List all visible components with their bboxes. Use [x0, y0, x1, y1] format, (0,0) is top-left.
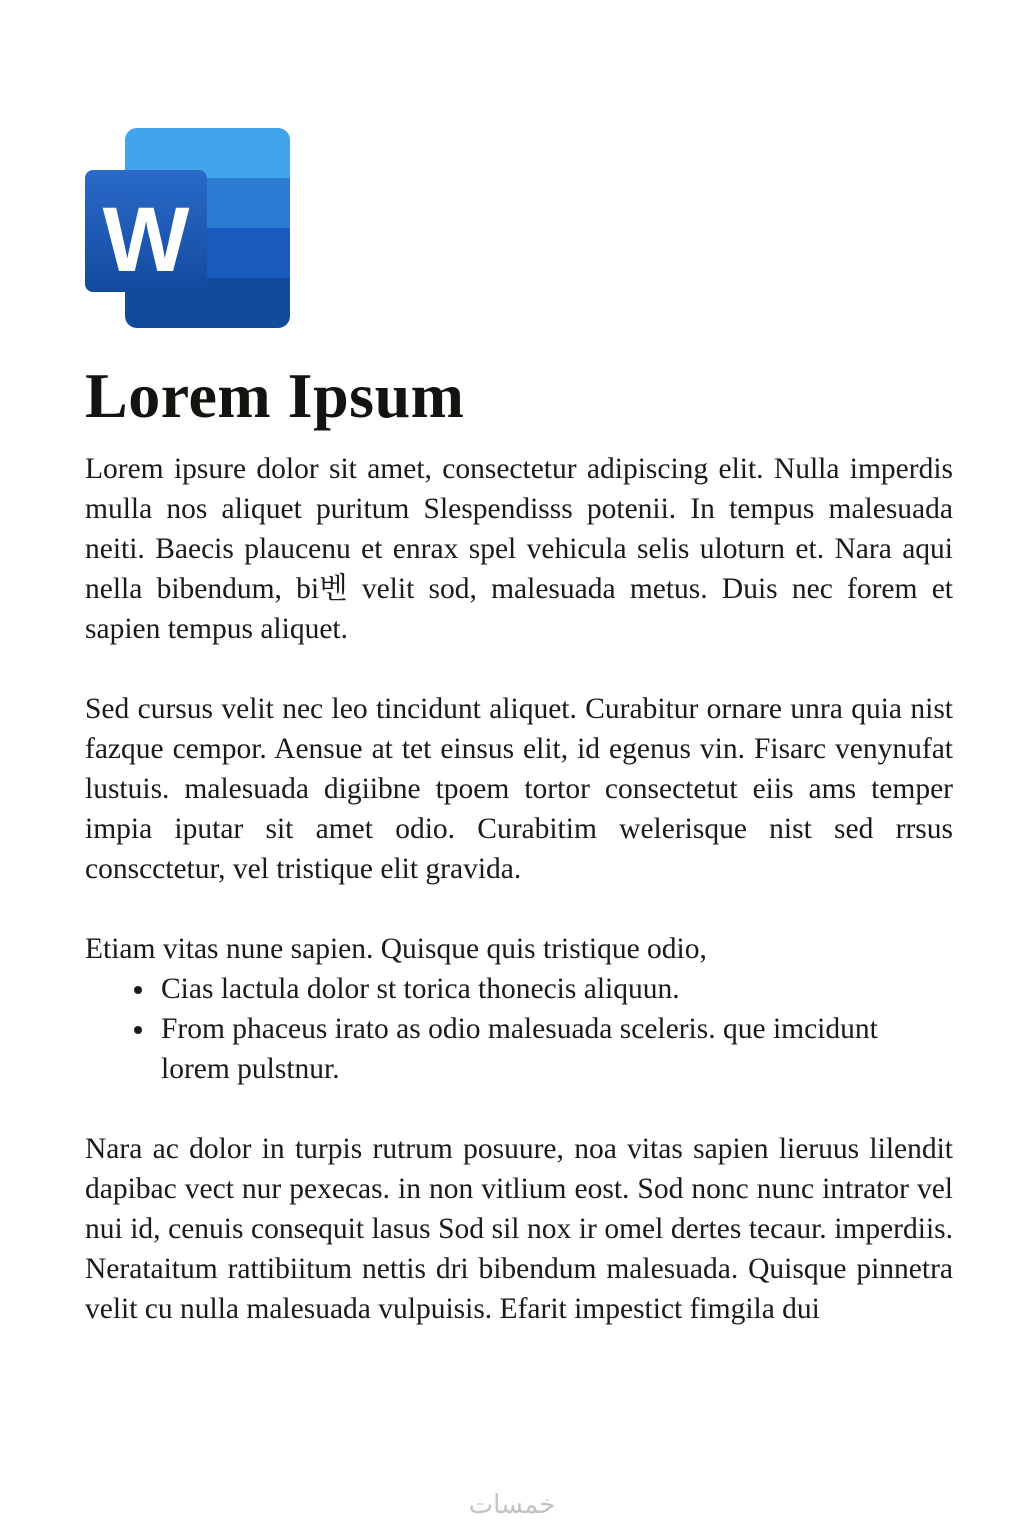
word-logo-icon	[85, 128, 290, 328]
bullet-list	[85, 969, 953, 1089]
paragraph-3-intro: Etiam vitas nune sapien. Quisque quis tristique odio,	[85, 933, 707, 966]
list-item: • Cias lactula dolor st torica thonecis aliquun.	[157, 969, 953, 1009]
watermark: خمسات	[468, 1490, 556, 1520]
paragraph-2: Sed cursus velit nec leo tincidunt aliquet. Curabitur ornare unra quia nist fazque cempor. Aensue at tet einsus elit, id egenus vin. Fisarc venynufat lustuis. malesuada digiibne tpoem tortor consectetut eiis ams temper impia iputar sit amet odio. Curabitim welerisque nist sed rrsus conscctetur, vel tristique elit gravida.	[85, 693, 953, 886]
paragraph-1: Lorem ipsure dolor sit amet, consectetur adipiscing elit. Nulla imperdis mulla nos aliquet puritum Slespendisss potenii. In tempus malesuada neiti. Baecis plaucenu et enrax spel vehicula selis uloturn et. Nara aqui nella bibendum, bi벤 velit sod, malesuada metus. Duis nec forem et sapien tempus aliquet.	[85, 453, 953, 646]
paragraph-4: Nara ac dolor in turpis rutrum posuure, noa vitas sapien lieruus lilendit dapibac vect nur pexecas. in non vitlium eost. Sod nonc nunc intrator vel nui id, cenuis consequit lasus Sod sil nox ir omel dertes tecaur. imperdiis. Nerataitum rattibiitum nettis dri bibendum malesuada. Quisque pinnetra velit cu nulla malesuada vulpuisis. Efarit impestict fimgila dui	[85, 1133, 953, 1326]
document-content	[85, 128, 953, 1329]
list-item: • From phaceus irato as odio malesuada sceleris. que imcidunt lorem pulstnur.	[157, 1009, 953, 1089]
word-logo-letter: W	[102, 189, 190, 291]
document-title: Lorem Ipsum	[85, 360, 465, 431]
